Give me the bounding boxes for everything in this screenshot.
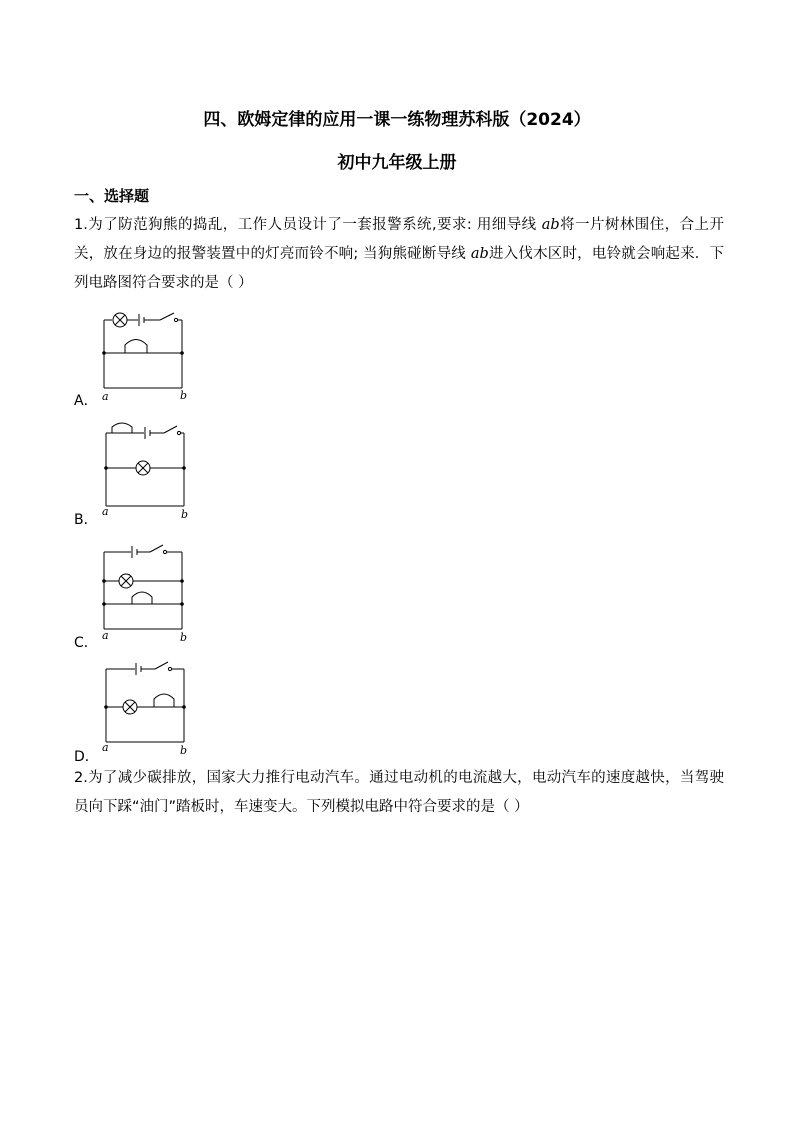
section-heading: 一、选择题 (74, 187, 150, 205)
end-label-a: a (102, 505, 109, 518)
end-label-b: b (180, 389, 188, 402)
end-label-b: b (181, 508, 189, 521)
question-1-text (74, 211, 724, 298)
option-d-label: D． (74, 749, 99, 765)
end-label-a: a (102, 741, 109, 754)
circuit-diagram-c (92, 541, 202, 646)
circuit-diagram-a (92, 306, 202, 406)
end-label-b: b (180, 631, 188, 644)
option-a-label: A． (74, 393, 98, 409)
circuit-diagram-b (92, 422, 202, 522)
option-c-label: C． (74, 635, 98, 651)
question-2-text: 2.为了减少碳排放，国家大力推行电动汽车。通过电动机的电流越大，电动汽车的速度越快，当驾驶员向下踩“油门”踏板时，车速变大。下列模拟电路中符合要求的是（ ） (74, 770, 724, 815)
question-1-text-part1: 1.为了防范狗熊的捣乱，工作人员设计了一套报警系统,要求: 用细导线 (74, 217, 542, 233)
document-subtitle: 初中九年级上册 (337, 153, 457, 173)
circuit-diagram-d (92, 656, 202, 761)
wire-label-ab: ab (470, 246, 489, 262)
end-label-a: a (102, 390, 109, 403)
wire-label-ab: ab (541, 217, 560, 233)
document-title: 四、欧姆定律的应用一课一练物理苏科版（2024） (203, 110, 591, 130)
question-1-text-part2: 将一片树林围住，合上开关，放在身边的报警装置中的灯亮而铃不响; 当狗熊碰断导线 (74, 217, 725, 262)
question-1-text-part3: 进入伐木区时，电铃就会响起来．下列电路图符合要求的是（ ） (74, 246, 725, 291)
option-b-label: B． (74, 512, 98, 528)
end-label-a: a (102, 629, 109, 642)
end-label-b: b (180, 744, 188, 757)
